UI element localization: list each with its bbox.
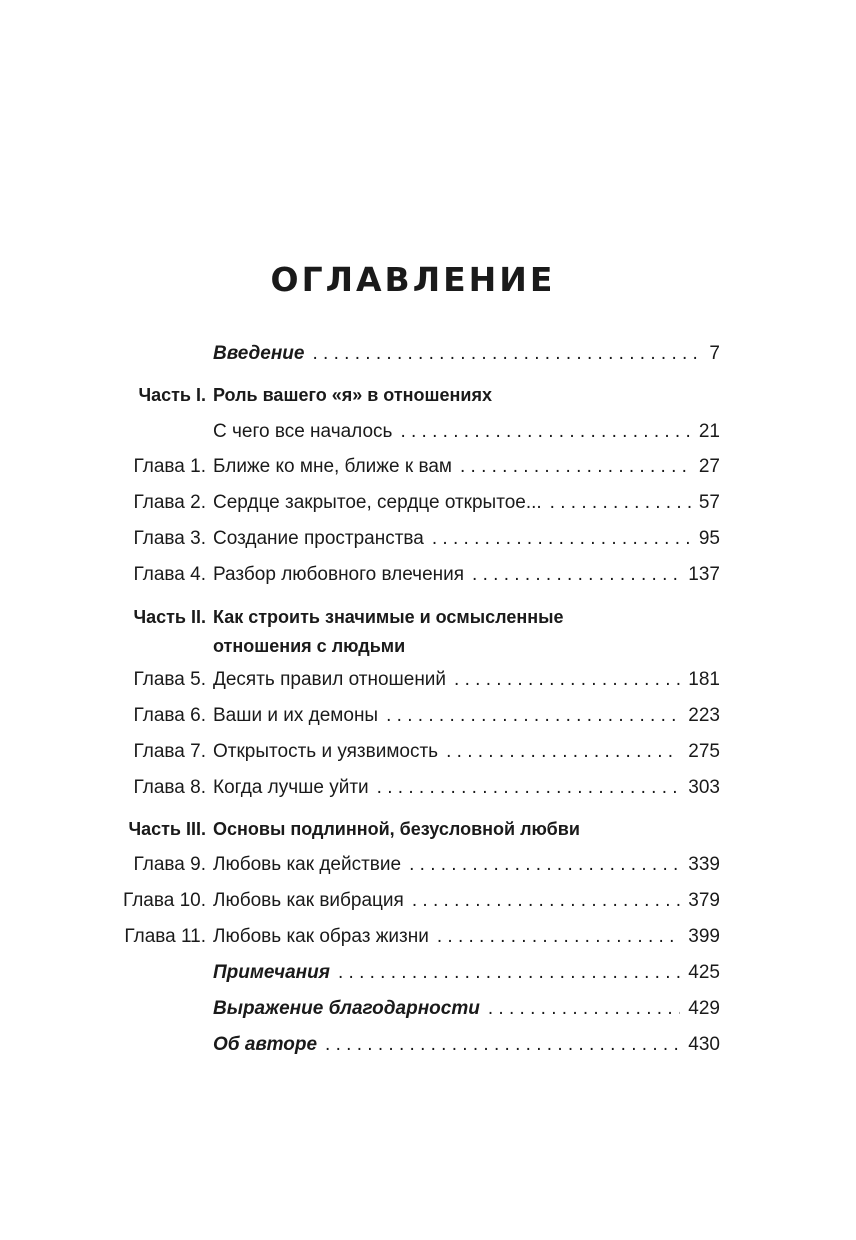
part-title: Как строить значимые и осмысленные отношения с людьми [213,607,564,656]
dot-leader [409,850,680,880]
part-title: Основы подлинной, безусловной любви [213,819,580,839]
toc-entry[interactable] [0,701,856,731]
dot-leader [325,1030,680,1060]
chapter-label: Глава 9. [133,854,206,875]
toc-entry[interactable] [0,488,856,518]
dot-leader [454,665,680,695]
dot-leader [432,524,691,554]
toc-page-number: 181 [688,669,720,690]
toc-entry-text: Примечания [213,962,330,983]
toc-entry[interactable] [0,452,856,482]
toc-entry-text: Об авторе [213,1034,318,1055]
chapter-label: Глава 10. [122,890,206,911]
toc-page-number: 7 [709,343,720,364]
dot-leader [437,922,680,952]
dot-leader [472,560,680,590]
dot-leader [412,886,680,916]
toc-page-number: 223 [688,705,720,726]
dot-leader [488,994,680,1024]
toc-entry[interactable] [0,922,856,952]
dot-leader [550,488,691,518]
toc-entry-text: Ближе ко мне, ближе к вам [213,456,452,477]
chapter-label: Глава 7. [133,741,206,762]
toc-entry-text: Десять правил отношений [213,669,447,690]
chapter-label: Глава 11. [124,926,206,947]
page-title: ОГЛАВЛЕНИЕ [270,260,556,299]
dot-leader [377,773,681,803]
dot-leader [386,701,680,731]
dot-leader [446,737,680,767]
toc-entry-text: Когда лучше уйти [213,777,369,798]
toc-page-number: 57 [698,492,720,513]
toc-page-number: 27 [698,456,720,477]
dot-leader [312,339,701,369]
toc-page-number: 425 [688,962,720,983]
toc-entry[interactable] [0,737,856,767]
part-label: Часть II. [133,607,206,627]
toc-entry-text: Разбор любовного влечения [213,564,465,585]
toc-page-number: 430 [688,1034,720,1055]
toc-page-number: 429 [688,998,720,1019]
toc-entry[interactable] [0,417,856,447]
toc-entry-acknowledgements[interactable] [0,994,856,1024]
toc-entry-text: Ваши и их демоны [213,705,379,726]
chapter-label: Глава 8. [133,777,206,798]
part-label: Часть III. [128,819,206,839]
toc-entry[interactable] [0,524,856,554]
toc-entry[interactable] [0,665,856,695]
toc-entry[interactable] [0,886,856,916]
toc-entry-text: Сердце закрытое, сердце открытое... [213,492,542,513]
toc-entry-text: Введение [213,343,305,364]
toc-entry-about-author[interactable] [0,1030,856,1060]
toc-page-number: 21 [698,421,720,442]
toc-page-number: 303 [688,777,720,798]
toc-entry[interactable] [0,773,856,803]
toc-entry-text: Выражение благодарности [213,998,480,1019]
toc-entry-text: Создание пространства [213,528,424,549]
chapter-label: Глава 5. [133,669,206,690]
toc-entry-text: Открытость и уязвимость [213,741,439,762]
chapter-label: Глава 4. [133,564,206,585]
toc-entry-text: С чего все началось [213,421,393,442]
part-label: Часть I. [138,385,206,405]
dot-leader [338,958,680,988]
toc-entry-text: Любовь как вибрация [213,890,404,911]
toc-entry-text: Любовь как образ жизни [213,926,429,947]
toc-entry-notes[interactable] [0,958,856,988]
toc-page-number: 137 [688,564,720,585]
toc-page-number: 95 [698,528,720,549]
dot-leader [400,417,690,447]
toc-page-number: 339 [688,854,720,875]
dot-leader [460,452,691,482]
chapter-label: Глава 6. [133,705,206,726]
toc-page-number: 399 [688,926,720,947]
toc-entry-text: Любовь как действие [213,854,402,875]
toc-page-number: 275 [688,741,720,762]
toc-entry[interactable] [0,560,856,590]
toc-entry[interactable] [0,850,856,880]
chapter-label: Глава 2. [133,492,206,513]
part-title: Роль вашего «я» в отношениях [213,385,492,405]
toc-page-number: 379 [688,890,720,911]
chapter-label: Глава 3. [133,528,206,549]
toc-entry-intro[interactable] [0,339,856,369]
chapter-label: Глава 1. [133,456,206,477]
